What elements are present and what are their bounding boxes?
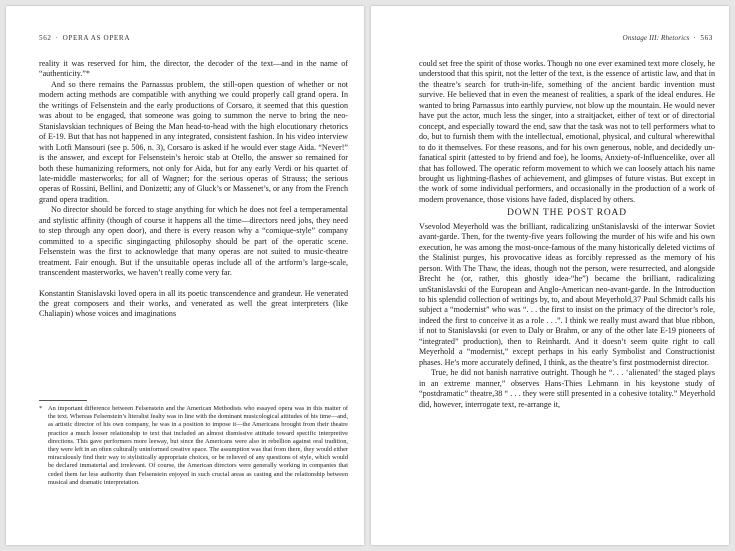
paragraph: No director should be forced to stage anything for which he does not feel a temperamental and stylistic affinity (though of course it happens all the time—directors need jobs, they need to step through any open door), and there is every reason why a “comique-style” company committed to a specific singingacting philosophy should be part of the operatic scene. Felsenstein was the first to acknowledge that many operas are not suited to music-theatre treatment. Fair enough. But if the unsuitable operas include all of the artform’s large-scale, transcendent masterworks, we haven’t really come very far.: [39, 205, 348, 278]
running-head-left: [39, 34, 130, 42]
footnote: [39, 405, 348, 487]
footnote-rule: [39, 400, 87, 401]
footnote-mark: *: [39, 405, 43, 412]
running-head-title-right: Onstage III: Rhetorics: [622, 34, 690, 42]
running-head-title-left: OPERA AS OPERA: [62, 34, 131, 42]
running-head-right: [623, 34, 713, 42]
paragraph: Vsevolod Meyerhold was the brilliant, radicalizing unStanislavski of the interwar Soviet avant-garde. Then, for the twenty-five years following the murder of his wife and his own execution, he was among the most-once-famous of the many historically deleted victims of the Stalinist purges, his provocative ideas as forcibly repressed as the memory of his person. With The Thaw, the ideas, though not the person, were resurrected, and alongside Brecht he (or, rather, this ghostly idea-“he”) became the brilliant, radicalizing unStanislavski of the European and Anglo-American neo-avant-garde. In the Introduction to his splendid collection of writings by, to, and about Meyerhold,37 Paul Schmidt calls his subject a “modernist” who was “. . . the first to insist on the primacy of the director’s role, indeed the first to conceive it as a role . . .”. I think we really must award that blue ribbon, if not to Stanislavski (or even to Daly or Brahm, or any of the other late E-19 pioneers of “integrated” production), then to Reinhardt. And it doesn’t seem quite right to call Meyerhold a “modernist,” except perhaps in his early Symbolist and Constructionist phases. He’s more accurately defined, I think, as the theatre’s first postmodernist director.: [419, 221, 715, 367]
header-separator: ·: [55, 34, 59, 42]
paragraph: And so there remains the Parnassus problem, the still-open question of whether or not modern acting methods are compatible with anything we could properly call grand opera. In the writings of Felsenstein and the early productions of Corsaro, it seemed that this question was about to be engaged, that someone was going to summon the nerve to bring the neo-Stanislavskian techniques of Being the Man head-to-head with the high elocutionary rhetorics of E-19. But that has not happened in any integrated, consistent fashion. In his video interview with Lotfi Mansouri (see p. 506, n. 3), Corsaro is asked if he would ever stage Aida. “Never!” is the answer, and except for Felsenstein’s heroic stab at Otello, the answer so remained for both these humanizing reformers, not only for Aida, but for any early Verdi or his quartet of late-middle masterworks; for all of Wagner; for the serious operas of Strauss; the serious operas of Rossini, Bellini, and Donizetti; any of Gluck’s or Massenet’s, or any from the French grand opera tradition.: [39, 79, 348, 204]
footnote-text: An important difference between Felsenstein and the American Methodists who essayed opera was in this matter of the text. Whereas Felsenstein’s literalist fealty was in line with the dominant musicological attitudes of his time—and, as artistic director of his own company, he was in a position to impose it—the Americans brought from their theatre practice a much looser relationship to text that included an almost dismissive attitude toward specific interpretive directions. This gave performers more leeway, but since the Americans were also in rebellion against oral tradition, they were left in an often culturally uninformed creative space. The assumption was that from there, they would either miraculously find their way to stylistically appropriate choices, or be relieved of any questions of style, which would be declared immaterial and irrelevant. Of course, the American directors were generally working in companies that ceded them far less authority than Felsenstein enjoyed in such crucial areas as casting and the relationship between musical and dramatic interpretation.: [48, 405, 348, 486]
right-body-text: [419, 59, 715, 410]
header-separator: ·: [693, 34, 697, 42]
page-number-left: 562: [39, 34, 52, 42]
left-body-text: [39, 59, 348, 320]
section-heading: DOWN THE POST ROAD: [507, 208, 627, 219]
page-number-right: 563: [700, 34, 713, 42]
left-page: [6, 6, 364, 545]
paragraph: could set free the spirit of those works. Though no one ever examined text more closely, he understood that this spirit, not the letter of the text, is the essence of artistic law, and that in the theatre’s search for truth-in-life, something of the ancient bardic invention must survive. He believed that in even the meanest of realities, a spark of the ideal endures. He wanted to bring Parnassus into earthly purview, not blow up the mountain. He would never have put the actor, much less the singer, into a straitjacket, either of text or of directorial concept, and especially toward the end, saw that the task was not to tell performers what to do, but to furnish them with the intellectual, emotional, physical, and cultural wherewithal to do it themselves. For these reasons, and for his own generous, noble, and decidedly un-fanatical spirit (attested to by friend and foe), he looms, Anxiety-of-Influencelike, over all that has followed. The operatic reform movement to which we can loosely attach his name brought us lightning-flashes of achievement, and glimpses of future vistas. But except in the work of some individual performers, and occasionally in the production of a work of modern provenance, those visions have faded, displaced by others.: [419, 59, 715, 204]
paragraph: Konstantin Stanislavski loved opera in all its poetic transcendence and grandeur. He venerated the great composers and their works, and venerated as well the great interpreters (like Chaliapin) whose voices and imaginations: [39, 288, 348, 319]
right-page: [371, 6, 729, 545]
paragraph: True, he did not banish narrative outright. Though he “. . . ‘alienated’ the staged plays in an extreme manner,” observes Hans-Thies Lehmann in his keystone study of “postdramatic” theatre,38 “ . . . they were still presented in a cohesive totality.” Meyerhold did, however, interrogate text, re-arrange it,: [419, 368, 715, 409]
paragraph: reality it was reserved for him, the director, the decoder of the text—and in the name of “authenticity.”*: [39, 59, 348, 79]
